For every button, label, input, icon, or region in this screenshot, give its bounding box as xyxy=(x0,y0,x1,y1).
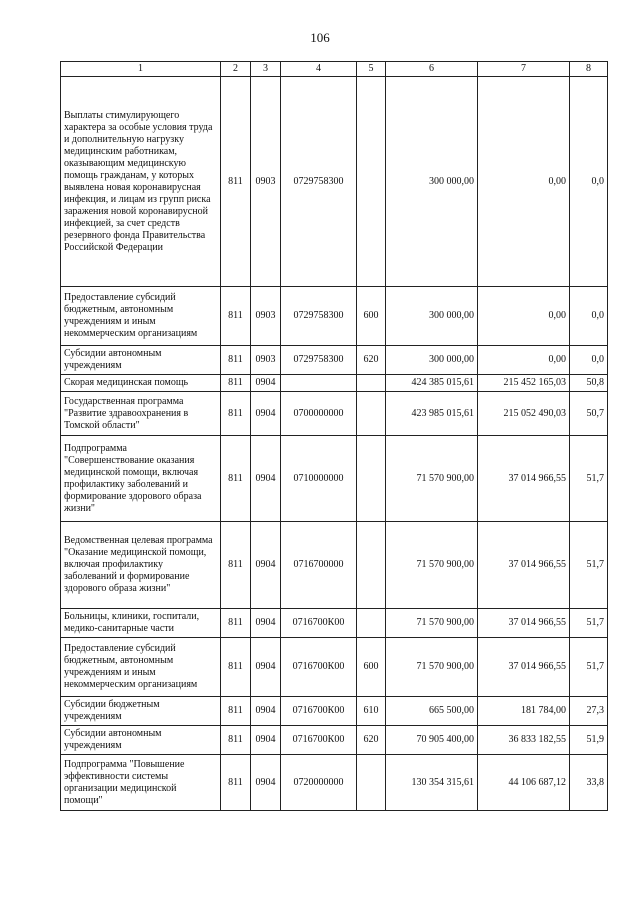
grbs-cell: 811 xyxy=(221,638,251,697)
target-code-cell: 0716700К00 xyxy=(281,726,357,755)
actual-amount-cell: 44 106 687,12 xyxy=(478,755,570,811)
percent-cell: 50,7 xyxy=(570,392,608,436)
percent-cell: 51,7 xyxy=(570,609,608,638)
page-number: 106 xyxy=(310,30,330,45)
target-code-cell: 0716700К00 xyxy=(281,638,357,697)
percent-cell: 33,8 xyxy=(570,755,608,811)
expense-type-cell: 600 xyxy=(357,287,386,346)
plan-amount-cell: 71 570 900,00 xyxy=(386,609,478,638)
percent-cell: 51,7 xyxy=(570,436,608,522)
table-row xyxy=(61,346,608,375)
target-code-cell: 0716700К00 xyxy=(281,609,357,638)
plan-amount-cell: 71 570 900,00 xyxy=(386,522,478,609)
plan-amount-cell: 300 000,00 xyxy=(386,346,478,375)
row-name-cell: Подпрограмма "Повышение эффективности системы организации медицинской помощи" xyxy=(61,755,221,811)
actual-amount-cell: 0,00 xyxy=(478,287,570,346)
expense-type-cell: 610 xyxy=(357,697,386,726)
section-cell: 0903 xyxy=(251,287,281,346)
table-row xyxy=(61,609,608,638)
percent-cell: 51,7 xyxy=(570,522,608,609)
target-code-cell: 0729758300 xyxy=(281,77,357,287)
actual-amount-cell: 0,00 xyxy=(478,77,570,287)
table-row xyxy=(61,375,608,392)
expense-type-cell xyxy=(357,392,386,436)
row-name-cell: Субсидии бюджетным учреждениям xyxy=(61,697,221,726)
grbs-cell: 811 xyxy=(221,375,251,392)
row-name-cell: Подпрограмма "Совершенствование оказания медицинской помощи, включая профилактику заболеваний и формирование здорового образа жизни" xyxy=(61,436,221,522)
section-cell: 0904 xyxy=(251,392,281,436)
row-name-cell: Выплаты стимулирующего характера за особые условия труда и дополнительную нагрузку медицинским работникам, оказывающим медицинскую помощь гражданам, у которых выявлена новая коронавирусная инфекция, и лицам из групп риска заражения новой коронавирусной инфекцией, за счет средств резервного фонда Правительства Российской Федерации xyxy=(61,77,221,287)
header-cell: 1 xyxy=(61,62,221,77)
actual-amount-cell: 37 014 966,55 xyxy=(478,609,570,638)
header-cell: 3 xyxy=(251,62,281,77)
section-cell: 0904 xyxy=(251,697,281,726)
grbs-cell: 811 xyxy=(221,609,251,638)
grbs-cell: 811 xyxy=(221,287,251,346)
actual-amount-cell: 36 833 182,55 xyxy=(478,726,570,755)
expense-type-cell xyxy=(357,77,386,287)
section-cell: 0904 xyxy=(251,638,281,697)
section-cell: 0904 xyxy=(251,375,281,392)
plan-amount-cell: 423 985 015,61 xyxy=(386,392,478,436)
grbs-cell: 811 xyxy=(221,522,251,609)
plan-amount-cell: 71 570 900,00 xyxy=(386,436,478,522)
target-code-cell: 0729758300 xyxy=(281,346,357,375)
actual-amount-cell: 0,00 xyxy=(478,346,570,375)
expense-type-cell: 600 xyxy=(357,638,386,697)
percent-cell: 27,3 xyxy=(570,697,608,726)
table-row xyxy=(61,755,608,811)
actual-amount-cell: 215 452 165,03 xyxy=(478,375,570,392)
table-row xyxy=(61,697,608,726)
target-code-cell: 0716700000 xyxy=(281,522,357,609)
section-cell: 0904 xyxy=(251,436,281,522)
header-cell: 2 xyxy=(221,62,251,77)
expense-type-cell xyxy=(357,755,386,811)
section-cell: 0904 xyxy=(251,726,281,755)
target-code-cell: 0710000000 xyxy=(281,436,357,522)
plan-amount-cell: 424 385 015,61 xyxy=(386,375,478,392)
percent-cell: 51,7 xyxy=(570,638,608,697)
actual-amount-cell: 37 014 966,55 xyxy=(478,638,570,697)
row-name-cell: Больницы, клиники, госпитали, медико-санитарные части xyxy=(61,609,221,638)
budget-table xyxy=(60,61,608,811)
section-cell: 0904 xyxy=(251,522,281,609)
header-cell: 7 xyxy=(478,62,570,77)
target-code-cell: 0729758300 xyxy=(281,287,357,346)
percent-cell: 0,0 xyxy=(570,287,608,346)
plan-amount-cell: 71 570 900,00 xyxy=(386,638,478,697)
table-row xyxy=(61,436,608,522)
plan-amount-cell: 130 354 315,61 xyxy=(386,755,478,811)
target-code-cell xyxy=(281,375,357,392)
expense-type-cell xyxy=(357,609,386,638)
row-name-cell: Скорая медицинская помощь xyxy=(61,375,221,392)
table-row xyxy=(61,522,608,609)
expense-type-cell: 620 xyxy=(357,726,386,755)
expense-type-cell xyxy=(357,375,386,392)
row-name-cell: Предоставление субсидий бюджетным, автономным учреждениям и иным некоммерческим организациям xyxy=(61,287,221,346)
header-cell: 5 xyxy=(357,62,386,77)
target-code-cell: 0700000000 xyxy=(281,392,357,436)
expense-type-cell xyxy=(357,436,386,522)
row-name-cell: Ведомственная целевая программа "Оказание медицинской помощи, включая профилактику заболеваний и формирование здорового образа жизни" xyxy=(61,522,221,609)
percent-cell: 50,8 xyxy=(570,375,608,392)
row-name-cell: Субсидии автономным учреждениям xyxy=(61,726,221,755)
grbs-cell: 811 xyxy=(221,726,251,755)
actual-amount-cell: 37 014 966,55 xyxy=(478,522,570,609)
plan-amount-cell: 300 000,00 xyxy=(386,77,478,287)
grbs-cell: 811 xyxy=(221,77,251,287)
header-row xyxy=(61,62,608,77)
grbs-cell: 811 xyxy=(221,346,251,375)
plan-amount-cell: 70 905 400,00 xyxy=(386,726,478,755)
header-cell: 6 xyxy=(386,62,478,77)
table-row xyxy=(61,726,608,755)
table-row xyxy=(61,77,608,287)
section-cell: 0904 xyxy=(251,609,281,638)
target-code-cell: 0716700К00 xyxy=(281,697,357,726)
header-cell: 4 xyxy=(281,62,357,77)
row-name-cell: Субсидии автономным учреждениям xyxy=(61,346,221,375)
section-cell: 0903 xyxy=(251,346,281,375)
actual-amount-cell: 215 052 490,03 xyxy=(478,392,570,436)
section-cell: 0903 xyxy=(251,77,281,287)
plan-amount-cell: 665 500,00 xyxy=(386,697,478,726)
grbs-cell: 811 xyxy=(221,392,251,436)
grbs-cell: 811 xyxy=(221,697,251,726)
table-row xyxy=(61,638,608,697)
header-cell: 8 xyxy=(570,62,608,77)
expense-type-cell: 620 xyxy=(357,346,386,375)
target-code-cell: 0720000000 xyxy=(281,755,357,811)
grbs-cell: 811 xyxy=(221,436,251,522)
table-row xyxy=(61,392,608,436)
row-name-cell: Государственная программа "Развитие здравоохранения в Томской области" xyxy=(61,392,221,436)
section-cell: 0904 xyxy=(251,755,281,811)
percent-cell: 0,0 xyxy=(570,346,608,375)
expense-type-cell xyxy=(357,522,386,609)
grbs-cell: 811 xyxy=(221,755,251,811)
row-name-cell: Предоставление субсидий бюджетным, автономным учреждениям и иным некоммерческим организациям xyxy=(61,638,221,697)
actual-amount-cell: 181 784,00 xyxy=(478,697,570,726)
plan-amount-cell: 300 000,00 xyxy=(386,287,478,346)
table-row xyxy=(61,287,608,346)
actual-amount-cell: 37 014 966,55 xyxy=(478,436,570,522)
percent-cell: 51,9 xyxy=(570,726,608,755)
percent-cell: 0,0 xyxy=(570,77,608,287)
